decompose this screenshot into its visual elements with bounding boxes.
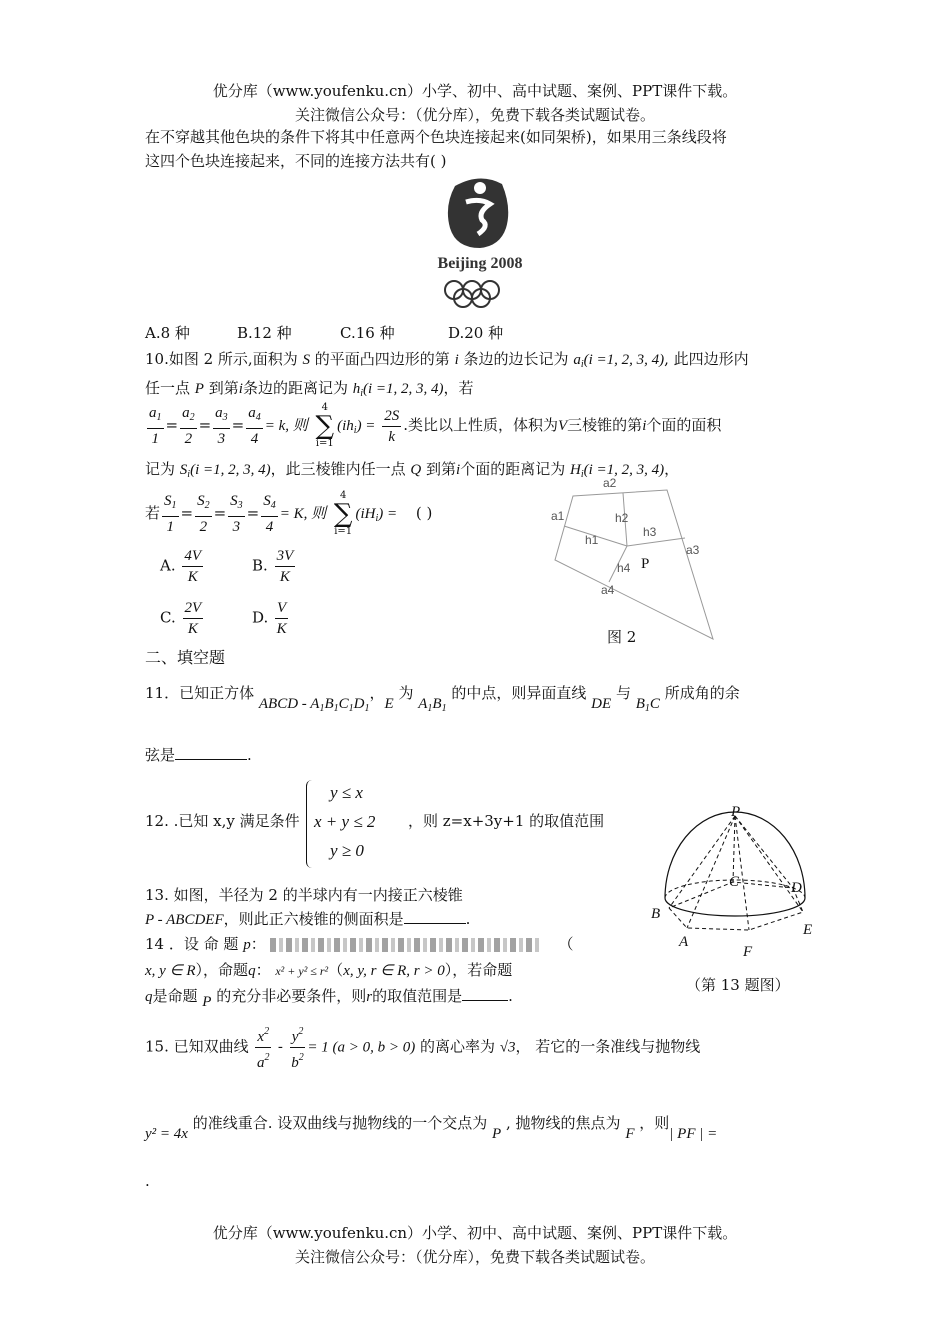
- section-fill-in-title: 二、填空题: [145, 648, 226, 667]
- point-e-label: E: [803, 922, 813, 938]
- q10-line-5: 若 $\frac{S_1}{1}$ = $\frac{S_2}{2}$ = $\frac{S_3}{3}$ = $\frac{S_4}{4}$ = K, 则 4 ∑ i=1 $(iH_i)$ = ( ): [145, 490, 433, 537]
- beijing-2008-logo: [420, 168, 540, 310]
- q14-line-3: q是命题 P 的充分非必要条件，则r的取值范围是 .: [145, 987, 513, 1010]
- q11-line-2: 弦是 .: [145, 746, 252, 764]
- q15-line-2: y² = 4x 的准线重合. 设双曲线与抛物线的一个交点为 P , 抛物线的焦点为 F ，则| PF | =: [145, 1114, 718, 1142]
- label-a4: a4: [601, 583, 615, 597]
- label-a3: a3: [686, 543, 700, 557]
- q15-line-3: .: [145, 1172, 150, 1190]
- figure-13-hemisphere: [645, 800, 825, 965]
- point-b-label: B: [651, 906, 661, 922]
- q9-line-2: 这四个色块连接起来，不同的连接方法共有( ): [145, 152, 447, 170]
- logo-text: Beijing 2008: [437, 255, 523, 272]
- q9-option-b: B.12 种: [237, 324, 292, 342]
- label-h1: h1: [585, 533, 599, 547]
- label-a2: a2: [603, 476, 617, 490]
- point-p-label: P: [731, 804, 741, 820]
- q9-option-c: C.16 种: [340, 324, 395, 342]
- q10-option-a: A. $\frac{4V}{K}$: [160, 548, 202, 585]
- q10-line-1: 10.如图 2 所示,面积为 S 的平面凸四边形的第 i 条边的边长记为 $a_i(i =1$, 2, 3, 4), 此四边形内: [145, 350, 749, 370]
- q12-text-a: 12. .已知 x,y 满足条件: [145, 812, 300, 830]
- q15-line-1: 15. 已知双曲线 $\frac{x^2}{a^2}$ - $\frac{y^2}{b^2}$ = 1 (a > 0, b > 0) 的离心率为 √3， 若它的一条准线与抛物线: [145, 1022, 700, 1073]
- q10-line-4: 记为 $S_i(i =1$, 2, 3, 4)，此三棱锥内任一点 Q 到第i个面的距离记为 $H_i(i =1$, 2, 3, 4)，: [145, 460, 680, 480]
- q9-line-1: 在不穿越其他色块的条件下将其中任意两个色块连接起来(如同架桥)，如果用三条线段将: [145, 128, 727, 146]
- header-line-2: 关注微信公众号：（优分库），免费下载各类试题试卷。: [294, 106, 655, 124]
- label-h3: h3: [643, 525, 657, 539]
- q12-condition-2: x + y ≤ 2: [314, 812, 376, 831]
- q13-line-2: P - ABCDEF，则此正六棱锥的侧面积是 .: [145, 910, 471, 928]
- point-a-label: A: [679, 934, 689, 950]
- q14-line-2: x, y ∈ R），命题q： x² + y² ≤ r²（x, y, r ∈ R, r > 0），若命题: [145, 961, 513, 979]
- figure-2-caption: 图 2: [607, 628, 637, 646]
- label-p: P: [641, 556, 650, 572]
- q10-option-d: D. $\frac{V}{K}$: [252, 600, 287, 637]
- q13-line-1: 13. 如图，半径为 2 的半球内有一内接正六棱锥: [145, 886, 463, 904]
- figure-13-caption: （第 13 题图）: [686, 976, 790, 994]
- olympic-rings-icon: [445, 281, 499, 307]
- q10-line-3: $\frac{a_1}{1}$ = $\frac{a_2}{2}$ = $\frac{a_3}{3}$ = $\frac{a_4}{4}$ = k, 则 4 ∑ i=1 $(ih_i)$ = $\frac{2S}{k}$ .类比以上性质，体积为V三棱锥的第i个面的面积: [149, 402, 722, 449]
- garbled-formula: [270, 938, 540, 952]
- label-h2: h2: [615, 511, 629, 525]
- label-h4: h4: [617, 561, 631, 575]
- footer-line-2: 关注微信公众号：（优分库），免费下载各类试题试卷。: [294, 1248, 655, 1266]
- q12-condition-1: y ≤ x: [330, 783, 363, 802]
- q12-condition-3: y ≥ 0: [330, 841, 364, 860]
- point-f-label: F: [743, 944, 753, 960]
- q10-option-c: C. $\frac{2V}{K}$: [160, 600, 202, 637]
- header-line-1: 优分库（www.youfenku.cn）小学、初中、高中试题、案例、PPT课件下载。: [212, 82, 738, 100]
- footer-line-1: 优分库（www.youfenku.cn）小学、初中、高中试题、案例、PPT课件下载。: [212, 1224, 738, 1242]
- q9-option-d: D.20 种: [448, 324, 504, 342]
- point-c-label: C: [729, 874, 740, 890]
- q12-text-b: ，则 z=x+3y+1 的取值范围: [408, 812, 605, 830]
- label-a1: a1: [551, 509, 565, 523]
- point-d-label: D: [791, 880, 802, 896]
- q11-line-1: 11．已知正方体 ABCD - $A_1B_1C_1D_1$，E 为 $A_1B_1$ 的中点，则异面直线 DE 与 $B_1C$ 所成角的余: [145, 684, 740, 714]
- q10-line-2: 任一点 P 到第i条边的距离记为 $h_i(i =1$, 2, 3, 4)，若: [145, 379, 474, 399]
- q14-line-1: 14 ．设 命 题 p： （: [145, 935, 574, 953]
- q9-option-a: A.8 种: [145, 324, 190, 342]
- q10-option-b: B. $\frac{3V}{K}$: [252, 548, 294, 585]
